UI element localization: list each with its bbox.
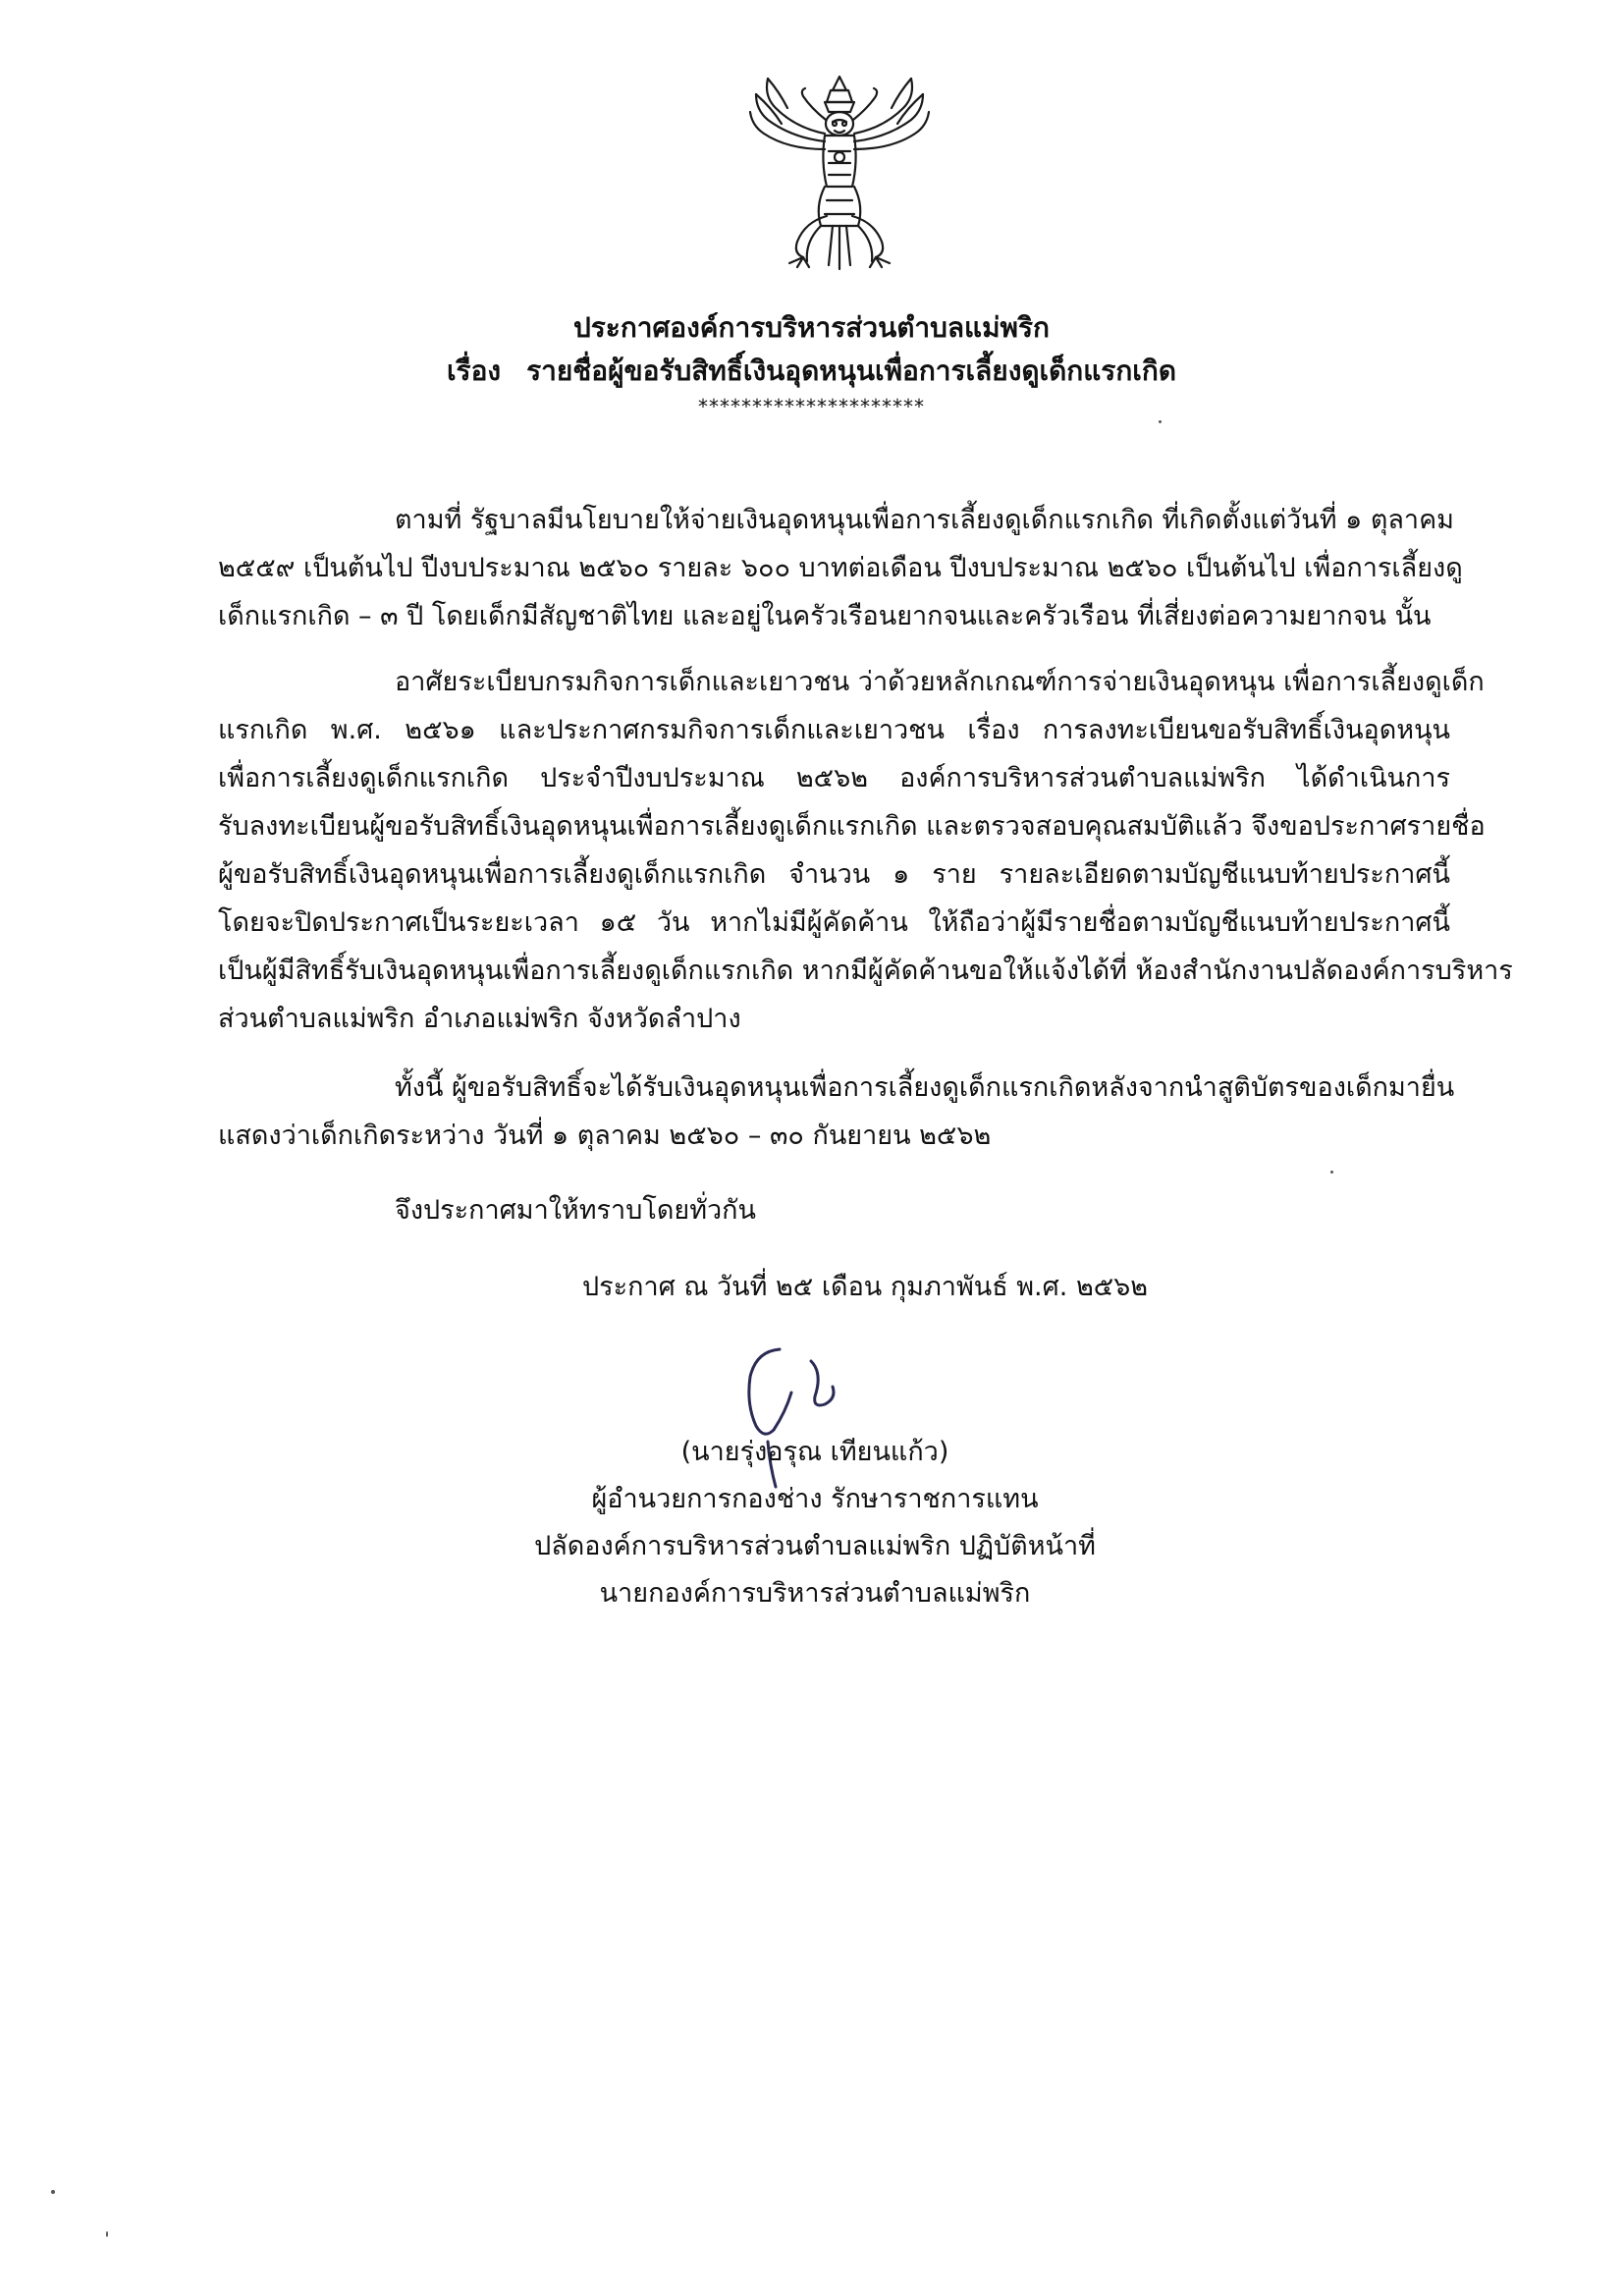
paragraph-line: โดยจะปิดประกาศเป็นระยะเวลา ๑๕ วัน หากไม่มีผู้คัดค้าน ให้ถือว่าผู้มีรายชื่อตามบัญชีแนบท้ายประกาศนี้ [218, 907, 1450, 938]
paragraph-line: อาศัยระเบียบกรมกิจการเด็กและเยาวชน ว่าด้วยหลักเกณฑ์การจ่ายเงินอุดหนุน เพื่อการเลี้ยงดูเด็ก [395, 667, 1485, 697]
paragraph-line: แสดงว่าเด็กเกิดระหว่าง วันที่ ๑ ตุลาคม ๒๕๖๐ – ๓๐ กันยายน ๒๕๖๒ [218, 1121, 992, 1151]
paragraph-line: ส่วนตำบลแม่พริก อำเภอแม่พริก จังหวัดลำปาง [218, 1004, 741, 1034]
paragraph-line: ๒๕๕๙ เป็นต้นไป ปีงบประมาณ ๒๕๖๐ รายละ ๖๐๐ บาทต่อเดือน ปีงบประมาณ ๒๕๖๐ เป็นต้นไป เพื่อการเลี้ยงดู [218, 553, 1463, 583]
signatory-block [491, 1429, 1139, 1617]
signatory-position: ผู้อำนวยการกองช่าง รักษาราชการแทน [591, 1484, 1039, 1514]
subject-line [0, 350, 1623, 393]
announcement-date: ประกาศ ณ วันที่ ๒๕ เดือน กุมภาพันธ์ พ.ศ. ๒๕๖๒ [582, 1272, 1149, 1302]
paragraph-2 [218, 658, 1513, 1043]
paragraph-line: เพื่อการเลี้ยงดูเด็กแรกเกิด ประจำปีงบประมาณ ๒๕๖๒ องค์การบริหารส่วนตำบลแม่พริก ได้ดำเนินการ [218, 763, 1450, 793]
closing-statement: จึงประกาศมาให้ทราบโดยทั่วกัน [395, 1195, 756, 1226]
scan-speck [1159, 420, 1162, 423]
subject-text: รายชื่อผู้ขอรับสิทธิ์เงินอุดหนุนเพื่อการเลี้ยงดูเด็กแรกเกิด [526, 355, 1177, 387]
paragraph-line: ตามที่ รัฐบาลมีนโยบายให้จ่ายเงินอุดหนุนเพื่อการเลี้ยงดูเด็กแรกเกิด ที่เกิดตั้งแต่วันที่ ๑ ตุลาคม [395, 505, 1454, 535]
paragraph-1 [218, 496, 1463, 640]
paragraph-line: แรกเกิด พ.ศ. ๒๕๖๑ และประกาศกรมกิจการเด็กและเยาวชน เรื่อง การลงทะเบียนขอรับสิทธิ์เงินอุดหนุน [218, 715, 1450, 745]
garuda-emblem-icon [746, 69, 933, 275]
scan-speck [1330, 1171, 1333, 1174]
paragraph-line: รับลงทะเบียนผู้ขอรับสิทธิ์เงินอุดหนุนเพื่อการเลี้ยงดูเด็กแรกเกิด และตรวจสอบคุณสมบัติแล้ว จึงขอประกาศรายชื่อ [218, 811, 1486, 842]
title-separator: ********************* [698, 395, 925, 418]
signatory-name: (นายรุ่งอรุณ เทียนแก้ว) [680, 1437, 949, 1467]
paragraph-line: ทั้งนี้ ผู้ขอรับสิทธิ์จะได้รับเงินอุดหนุนเพื่อการเลี้ยงดูเด็กแรกเกิดหลังจากนำสูติบัตรของเด็กมายื่น [395, 1072, 1455, 1103]
subject-label: เรื่อง [446, 355, 502, 387]
title-block [0, 306, 1623, 420]
paragraph-3 [218, 1064, 1455, 1160]
signatory-position: นายกองค์การบริหารส่วนตำบลแม่พริก [599, 1578, 1031, 1609]
scan-speck [51, 2190, 55, 2194]
paragraph-line: เด็กแรกเกิด – ๓ ปี โดยเด็กมีสัญชาติไทย และอยู่ในครัวเรือนยากจนและครัวเรือน ที่เสี่ยงต่อความยากจน นั้น [218, 601, 1432, 631]
signatory-position: ปลัดองค์การบริหารส่วนตำบลแม่พริก ปฏิบัติหน้าที่ [534, 1531, 1096, 1561]
paragraph-line: ผู้ขอรับสิทธิ์เงินอุดหนุนเพื่อการเลี้ยงดูเด็กแรกเกิด จำนวน ๑ ราย รายละเอียดตามบัญชีแนบท้ายประกาศนี้ [218, 859, 1450, 890]
scan-speck [106, 2231, 108, 2237]
paragraph-line: เป็นผู้มีสิทธิ์รับเงินอุดหนุนเพื่อการเลี้ยงดูเด็กแรกเกิด หากมีผู้คัดค้านขอให้แจ้งได้ที่ ห้องสำนักงานปลัดองค์การบริหาร [218, 956, 1513, 986]
announcement-title: ประกาศองค์การบริหารส่วนตำบลแม่พริก [572, 311, 1050, 344]
